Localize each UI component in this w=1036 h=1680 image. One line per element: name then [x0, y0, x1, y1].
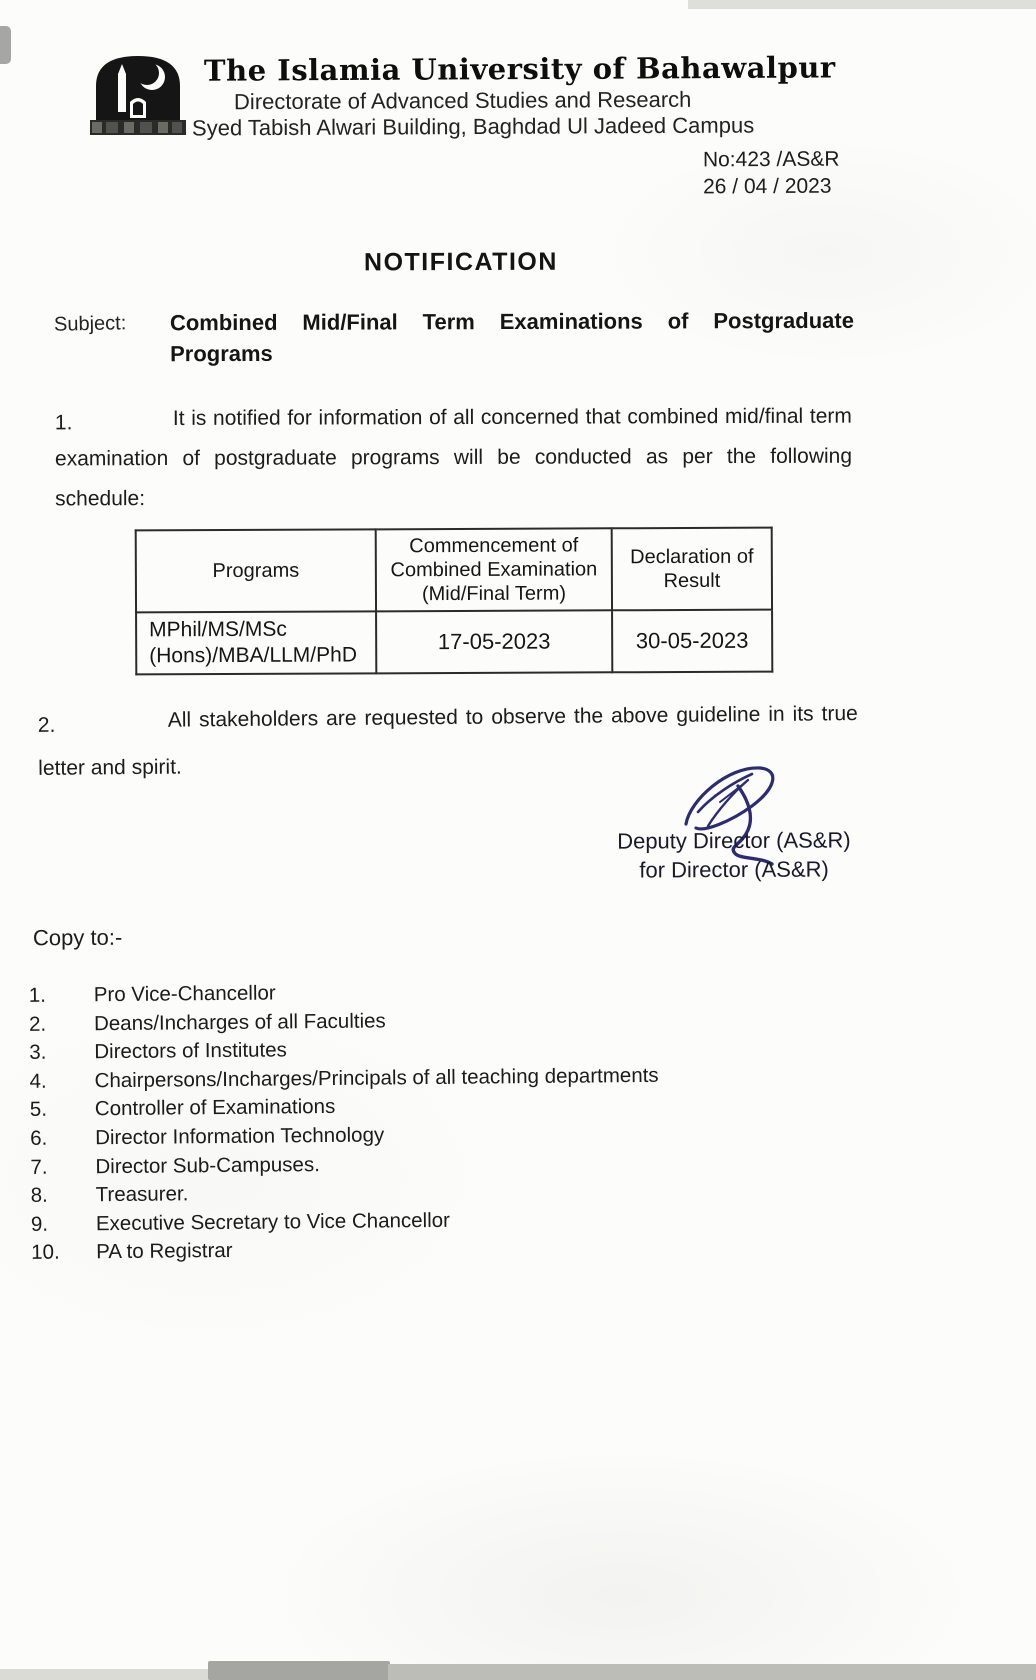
scan-artifact-left-edge	[0, 26, 11, 64]
list-item-number: 9.	[30, 1212, 49, 1236]
list-item-text: Director Information Technology	[95, 1123, 385, 1150]
reference-number: No:423 /AS&R	[702, 147, 840, 172]
list-item-text: Director Sub-Campuses.	[95, 1152, 320, 1178]
list-item-number: 2.	[28, 1012, 47, 1036]
list-item-number: 8.	[30, 1183, 48, 1207]
cell-result-date: 30-05-2023	[612, 610, 772, 673]
university-address: Syed Tabish Alwari Building, Baghdad Ul Jadeed Campus	[191, 112, 755, 141]
signoff-for: for Director (AS&R)	[639, 856, 829, 883]
list-item-number: 10.	[31, 1240, 60, 1265]
list-item-number: 5.	[29, 1098, 48, 1122]
signoff-title: Deputy Director (AS&R)	[617, 827, 851, 854]
subject-label: Subject:	[53, 312, 127, 336]
list-item-text: Executive Secretary to Vice Chancellor	[95, 1208, 451, 1235]
paragraph-2-text: All stakeholders are requested to observe the above guideline in its true letter and spirit.	[38, 702, 858, 780]
list-item-text: Deans/Incharges of all Faculties	[93, 1009, 386, 1035]
scan-artifact-bottom	[388, 1664, 1036, 1680]
copy-to-list	[29, 976, 832, 1270]
list-item-text: Controller of Examinations	[94, 1095, 336, 1121]
directorate-name: Directorate of Advanced Studies and Research	[233, 86, 692, 115]
list-item-number: 1.	[28, 983, 46, 1007]
scan-artifact-top	[688, 0, 1036, 9]
paragraph-1	[55, 397, 852, 520]
copy-to-label: Copy to:-	[32, 924, 123, 951]
scan-artifact-bottom	[208, 1661, 390, 1680]
paragraph-2-number: 2.	[37, 713, 56, 737]
university-name: The Islamia University of Bahawalpur	[203, 50, 836, 88]
reference-block	[703, 146, 840, 201]
paragraph-1-number: 1.	[54, 411, 73, 435]
list-item-number: 4.	[29, 1069, 47, 1093]
list-item-text: Directors of Institutes	[94, 1038, 287, 1064]
paragraph-1-text: It is notified for information of all concerned that combined mid/final term examination of postgraduate programs will be conducted as per the following schedule:	[54, 404, 853, 511]
list-item-text: Treasurer.	[95, 1182, 189, 1207]
list-item-text: PA to Registrar	[96, 1239, 233, 1264]
table-header-row	[136, 528, 772, 613]
list-item-number: 3.	[29, 1040, 47, 1065]
list-item-text: Pro Vice-Chancellor	[93, 981, 276, 1007]
signoff-block	[588, 825, 880, 885]
notification-title: NOTIFICATION	[363, 247, 558, 277]
reference-date: 26 / 04 / 2023	[703, 174, 832, 199]
column-header-declaration: Declaration of Result	[612, 528, 772, 611]
cell-programs: MPhil/MS/MSc (Hons)/MBA/LLM/PhD	[136, 611, 376, 674]
cell-commencement-date: 17-05-2023	[376, 610, 612, 673]
column-header-programs: Programs	[136, 529, 376, 612]
table-row	[136, 610, 772, 675]
subject-text: Combined Mid/Final Term Examinations of Postgraduate Programs	[169, 307, 854, 367]
list-item-text: Chairpersons/Incharges/Principals of all teaching departments	[94, 1063, 659, 1092]
column-header-commencement: Commencement of Combined Examination (Mid/Final Term)	[376, 528, 612, 611]
list-item-number: 6.	[30, 1126, 48, 1150]
list-item-number: 7.	[30, 1155, 48, 1179]
schedule-table	[135, 527, 774, 676]
university-crest-icon	[88, 50, 188, 138]
